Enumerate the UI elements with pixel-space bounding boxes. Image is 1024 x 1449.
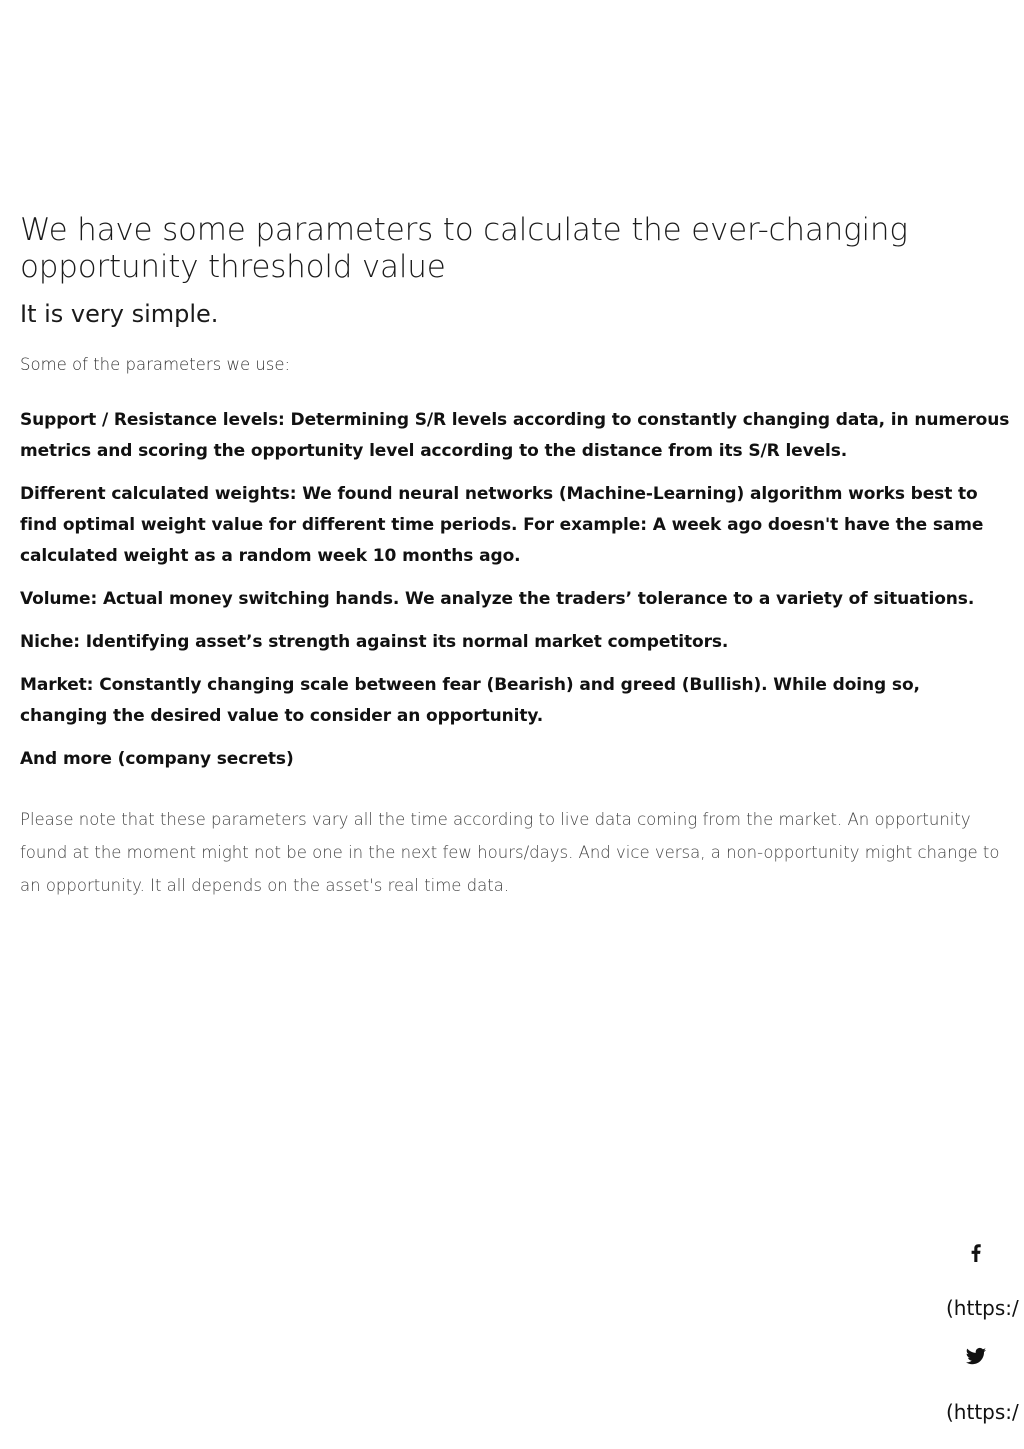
parameter-calculated-weights: Different calculated weights: We found neural networks (Machine-Learning) algorithm works best to find optimal weight value for different time periods. For example: A week ago doesn't have the same calculated weight as a random week 10 months ago. [20,484,984,566]
parameter-volume: Volume: Actual money switching hands. We analyze the traders’ tolerance to a variety of situations. [20,589,975,609]
parameter-market: Market: Constantly changing scale between fear (Bearish) and greed (Bullish). While doing so, changing the desired value to consider an opportunity. [20,675,920,726]
facebook-icon [964,1240,988,1264]
parameters-note: Please note that these parameters vary all the time according to live data coming from the market. An opportunity found at the moment might not be one in the next few hours/days. And vice versa, a non-opportunity might change to an opportunity. It all depends on the asset's real time data. [20,810,1000,895]
social-links [946,1232,1024,1440]
page-subtitle: It is very simple. [20,300,219,328]
parameters-list [20,405,1010,775]
twitter-icon [964,1344,988,1368]
main-content [20,212,1010,902]
parameter-niche: Niche: Identifying asset’s strength against its normal market competitors. [20,632,729,652]
parameter-support-resistance: Support / Resistance levels: Determining S/R levels according to constantly changing data, in numerous metrics and scoring the opportunity level according to the distance from its S/R levels. [20,410,1010,461]
twitter-link[interactable] [946,1336,1024,1440]
parameter-more: And more (company secrets) [20,749,294,769]
twitter-link-text: (https:/ [946,1400,1019,1424]
parameters-intro: Some of the parameters we use: [20,355,291,374]
facebook-link[interactable] [946,1232,1024,1336]
page-title: We have some parameters to calculate the ever-changing opportunity threshold value [20,212,908,285]
facebook-link-text: (https:/ [946,1296,1019,1320]
